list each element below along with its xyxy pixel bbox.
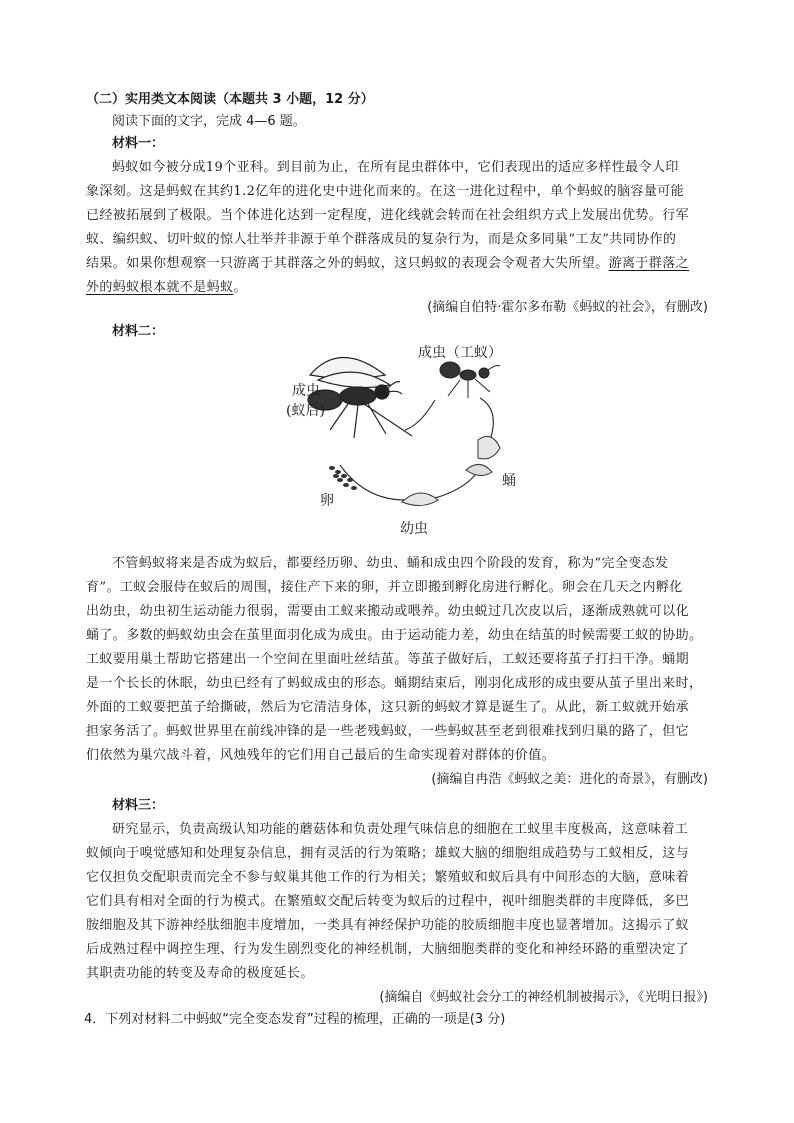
material1-line-end: 。 (233, 280, 247, 295)
ant-lifecycle-diagram (270, 330, 530, 540)
section-heading: （二）实用类文本阅读（本题共 3 小题，12 分） (86, 92, 374, 107)
queen-thorax (340, 387, 376, 405)
material2-line: 不管蚂蚁将来是否成为蚁后，都要经历卵、幼虫、蛹和成虫四个阶段的发育，称为“完全变态发 (112, 556, 669, 571)
pupa-illustration (478, 436, 500, 458)
material2-line: 蛹了。多数的蚂蚁幼虫会在茧里面羽化成为成虫。由于运动能力差，幼虫在结茧的时候需要工蚁的协助。 (86, 628, 703, 643)
worker-abdomen (440, 362, 460, 378)
material2-line: 是一个长长的休眠，幼虫已经有了蚂蚁成虫的形态。蛹期结束后，刚羽化成形的成虫要从茧子里出来时， (86, 676, 703, 691)
material2-line: 育”。工蚁会服侍在蚁后的周围，接住产下来的卵，并立即搬到孵化房进行孵化。卵会在几天之内孵化 (86, 580, 683, 595)
material1-line: 象深刻。这是蚂蚁在其约1.2亿年的进化史中进化而来的。在这一进化过程中，单个蚂蚁的脑容量可能 (86, 184, 685, 199)
arrow-adult-cycle (405, 400, 435, 430)
arrow-pupa-to-adult (480, 398, 493, 440)
egg-label: 卵 (320, 493, 334, 509)
worker-head (479, 368, 489, 378)
material2-title: 材料二： (112, 324, 165, 339)
material3-line: 蚁倾向于嗅觉感知和处理复杂信息，拥有灵活的行为策略；雄蚁大脑的细胞组成趋势与工蚁相反，这与 (86, 846, 690, 861)
worker-label: 成虫（工蚁） (418, 345, 502, 361)
worker-legs (448, 379, 490, 398)
instruction-text: 阅读下面的文字，完成 4—6 题。 (112, 114, 306, 129)
material3-line: 胺细胞及其下游神经肽细胞丰度增加，一类具有神经保护功能的胶质细胞丰度也显著增加。这揭示了蚁 (86, 918, 690, 933)
material1-line (86, 252, 689, 271)
larva-label: 幼虫 (400, 521, 428, 537)
material3-line: 后成熟过程中调控生理、行为发生剧烈变化的神经机制，大脑细胞类群的变化和神经环路的重塑决定了 (86, 942, 690, 957)
arrow-egg-to-larva (340, 465, 405, 500)
worker-antenna (488, 366, 500, 371)
material3-source: (摘编自《蚂蚁社会分工的神经机制被揭示》，《光明日报》) (379, 990, 708, 1005)
underlined-phrase: 游离于群落之 (608, 256, 690, 271)
material3-line: 其职责功能的转变及寿命的极度延长。 (86, 966, 314, 981)
queen-ant-illustration (308, 358, 412, 439)
material3-title: 材料三： (112, 798, 165, 813)
worker-ant-illustration (440, 362, 500, 398)
material1-line (86, 276, 247, 295)
larva-illustration (402, 493, 438, 506)
material2-line: 外面的工蚁要把茧子给撕破，然后为它清洁身体，这只新的蚂蚁才算是诞生了。从此，新工蚁就开始承 (86, 700, 690, 715)
material3-line: 研究显示，负责高级认知功能的蘑菇体和负责处理气味信息的细胞在工蚁里丰度极高，这意味着工 (112, 822, 689, 837)
material3-line: 它仅担负交配职责而完全不参与蚁巢其他工作的行为相关；繁殖蚁和蚁后具有中间形态的大脑，意味着 (86, 870, 690, 885)
queen-sublabel: (蚁后) (286, 403, 325, 419)
material1-line: 已经被拓展到了极限。当个体进化达到一定程度，进化线就会转而在社会组织方式上发展出优势。行军 (86, 208, 690, 223)
material2-line: 担家务活了。蚂蚁世界里在前线冲锋的是一些老残蚂蚁，一些蚂蚁甚至老到很难找到归巢的路了，但它 (86, 724, 690, 739)
material1-line-text: 结果。如果你想观察一只游离于其群落之外的蚂蚁，这只蚂蚁的表现会令观者大失所望。 (86, 256, 609, 271)
material1-title: 材料一： (112, 136, 165, 151)
material2-source: (摘编自冉浩《蚂蚁之美：进化的奇景》，有删改) (431, 772, 708, 787)
pupa-label: 蛹 (502, 473, 516, 489)
material1-line: 蚂蚁如今被分成19个亚科。到目前为止，在所有昆虫群体中，它们表现出的适应多样性最令人印 (112, 160, 679, 175)
material1-source: (摘编自伯特·霍尔多布勒《蚂蚁的社会》，有删改) (427, 300, 708, 315)
worker-thorax (460, 370, 476, 380)
material1-line: 蚁、编织蚁、切叶蚁的惊人壮举并非源于单个群落成员的复杂行为，而是众多同巢“工友”共同协作的 (86, 232, 677, 247)
queen-antennae (388, 382, 402, 394)
pupa-illustration-2 (466, 464, 492, 475)
material2-line: 们依然为巢穴战斗着，风烛残年的它们用自己最后的生命实现着对群体的价值。 (86, 748, 556, 763)
material2-line: 工蚁要用巢土帮助它搭建出一个空间在里面吐丝结茧。等茧子做好后，工蚁还要将茧子打扫干净。蛹期 (86, 652, 690, 667)
material2-line: 出幼虫，幼虫初生运动能力很弱，需要由工蚁来搬动或喂养。幼虫蜕过几次皮以后，逐渐成熟就可以化 (86, 604, 690, 619)
question-4: 4．下列对材料二中蚂蚁“完全变态发育”过程的梳理，正确的一项是(3 分) (84, 1012, 506, 1027)
queen-legs (330, 404, 412, 438)
queen-head (375, 385, 389, 399)
material3-line: 它们具有相对全面的行为模式。在繁殖蚁交配后转变为蚁后的过程中，视叶细胞类群的丰度降低，多巴 (86, 894, 690, 909)
underlined-phrase: 外的蚂蚁根本就不是蚂蚁 (86, 280, 234, 295)
queen-label: 成虫 (292, 383, 320, 399)
